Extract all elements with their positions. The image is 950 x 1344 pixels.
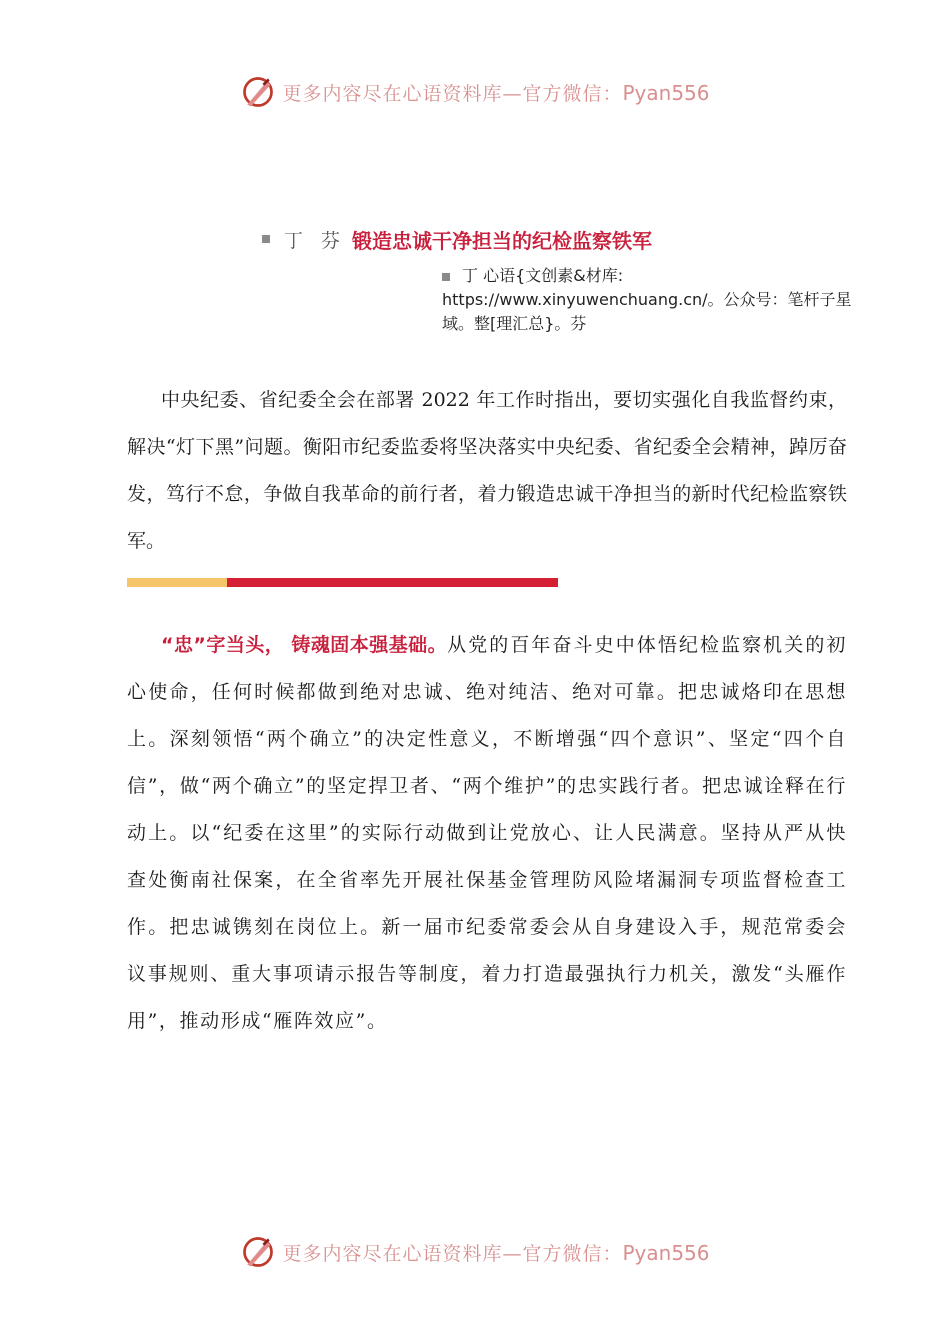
divider-orange — [127, 578, 227, 587]
bullet-square-icon — [442, 273, 450, 281]
pen-logo-icon — [240, 74, 276, 110]
article-title: 锻造忠诚干净担当的纪检监察铁军 — [352, 228, 653, 253]
banner-text: 更多内容尽在心语资料库—官方微信：Pyan556 — [282, 80, 710, 105]
intro-paragraph: 中央纪委、省纪委全会在部署 2022 年工作时指出，要切实强化自我监督约束，解决“灯下黑”问题。衡阳市纪委监委将坚决落实中央纪委、省纪委全会精神，踔厉奋发，笃行不怠，争做自我革命的前行者，着力锻造忠诚干净担当的新时代纪检监察铁军。 — [127, 389, 847, 552]
wechat-id: Pyan556 — [622, 80, 710, 105]
banner-text: 更多内容尽在心语资料库—官方微信：Pyan556 — [282, 1240, 710, 1265]
divider-red — [227, 578, 558, 587]
wechat-id: Pyan556 — [622, 1240, 710, 1265]
author-name: 丁 芬 — [284, 229, 347, 252]
author-note-text: 丁 心语{文创素&材库: https://www.xinyuwenchuang.cn/。公众号：笔杆子星域。整[理汇总}。芬 — [442, 266, 852, 333]
section1-paragraph — [127, 622, 847, 1045]
header-banner — [0, 72, 950, 112]
pen-logo-icon — [240, 1234, 276, 1270]
section1-body: 从党的百年奋斗史中体悟纪检监察机关的初心使命，任何时候都做到绝对忠诚、绝对纯洁、绝对可靠。把忠诚烙印在思想上。深刻领悟“两个确立”的决定性意义，不断增强“四个意识”、坚定“四个自信”，做“两个确立”的坚定捍卫者、“两个维护”的忠实践行者。把忠诚诠释在行动上。以“纪委在这里”的实际行动做到让党放心、让人民满意。坚持从严从快查处衡南社保案，在全省率先开展社保基金管理防风险堵漏洞专项监督检查工作。把忠诚镌刻在岗位上。新一届市纪委常委会从自身建设入手，规范常委会议事规则、重大事项请示报告等制度，着力打造最强执行力机关，激发“头雁作用”，推动形成“雁阵效应”。 — [127, 634, 847, 1032]
footer-banner — [0, 1232, 950, 1272]
bullet-square-icon — [262, 235, 270, 243]
author-note — [442, 264, 852, 336]
section1-lead: “忠”字当头， 铸魂固本强基础。 — [161, 634, 448, 656]
title-row — [262, 224, 782, 254]
